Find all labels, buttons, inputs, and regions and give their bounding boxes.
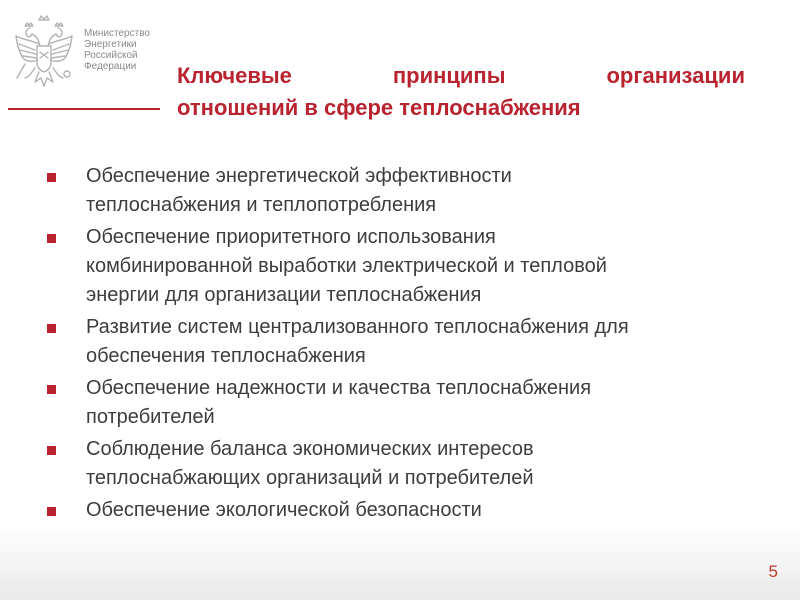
list-item [44, 435, 764, 493]
title-word: Ключевые [177, 63, 292, 88]
list-item [44, 223, 764, 310]
slide-title [177, 60, 745, 124]
title-word: принципы [392, 63, 506, 88]
principles-list [44, 162, 764, 528]
list-item-line: теплоснабжения и теплопотребления [86, 194, 437, 216]
list-item [44, 313, 764, 371]
square-bullet-icon [47, 507, 56, 516]
list-item-line: обеспечения теплоснабжения [86, 345, 366, 367]
square-bullet-icon [47, 446, 56, 455]
square-bullet-icon [47, 173, 56, 182]
ministry-line: Российской [84, 50, 138, 61]
list-item-line: Обеспечение приоритетного использования [86, 226, 496, 248]
list-item [44, 496, 764, 525]
title-line-2: отношений в сфере теплоснабжения [177, 95, 581, 120]
list-item-line: Обеспечение экологической безопасности [86, 499, 482, 521]
square-bullet-icon [47, 234, 56, 243]
list-item-line: энергии для организации теплоснабжения [86, 284, 482, 306]
title-line-1 [177, 60, 745, 92]
footer-band [0, 525, 800, 600]
list-item-line: Обеспечение надежности и качества теплоснабжения [86, 377, 592, 399]
list-item [44, 374, 764, 432]
ministry-line: Федерации [84, 61, 137, 72]
title-word: организации [606, 63, 745, 88]
square-bullet-icon [47, 385, 56, 394]
header-divider [8, 108, 160, 110]
list-item-line: Развитие систем централизованного теплоснабжения для [86, 316, 629, 338]
coat-of-arms-icon [11, 14, 77, 94]
page-number: 5 [768, 562, 778, 581]
list-item-line: Соблюдение баланса экономических интересов [86, 438, 534, 460]
list-item [44, 162, 764, 220]
ministry-line: Министерство [84, 28, 150, 39]
list-item-line: потребителей [86, 406, 215, 428]
square-bullet-icon [47, 324, 56, 333]
ministry-name [84, 28, 150, 72]
ministry-line: Энергетики [84, 39, 137, 50]
list-item-line: Обеспечение энергетической эффективности [86, 165, 512, 187]
list-item-line: комбинированной выработки электрической и тепловой [86, 255, 607, 277]
list-item-line: теплоснабжающих организаций и потребителей [86, 467, 534, 489]
